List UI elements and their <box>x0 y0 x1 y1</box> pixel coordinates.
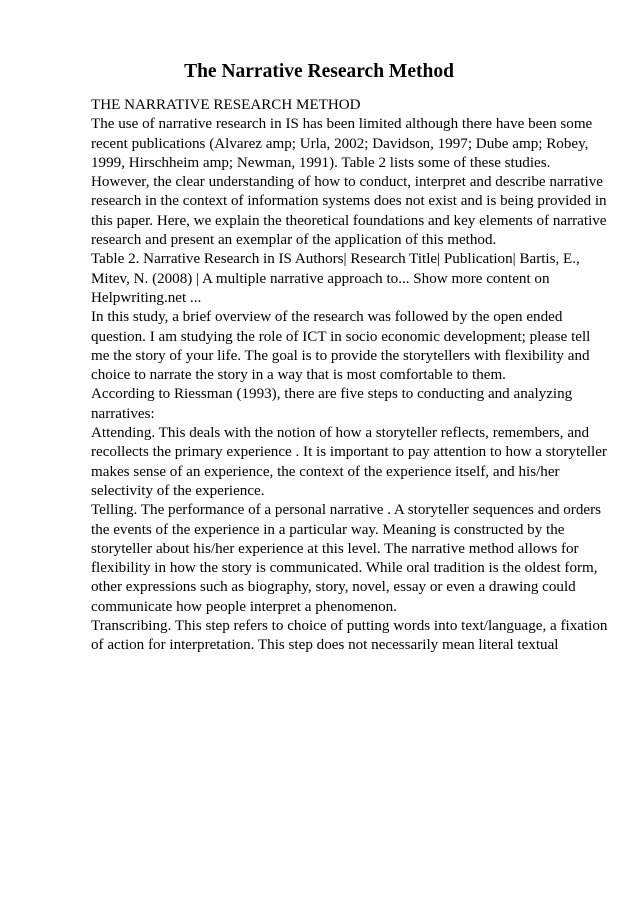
body-line: the events of the experience in a particular way. Meaning is constructed by the <box>91 521 565 538</box>
body-line: recent publications (Alvarez amp; Urla, 2002; Davidson, 1997; Dube amp; Robey, <box>91 135 589 152</box>
body-line: Transcribing. This step refers to choice of putting words into text/language, a fixation <box>91 618 608 635</box>
body-line: question. I am studying the role of ICT in socio economic development; please tell <box>91 328 591 345</box>
body-line: of action for interpretation. This step does not necessarily mean literal textual <box>91 637 559 654</box>
body-line: According to Riessman (1993), there are five steps to conducting and analyzing <box>91 386 573 403</box>
body-line: research in the context of information systems does not exist and is being provided in <box>91 193 607 210</box>
body-line: THE NARRATIVE RESEARCH METHOD <box>91 97 361 113</box>
body-line: communicate how people interpret a phenomenon. <box>91 598 397 615</box>
body-line: Table 2. Narrative Research in IS Authors| Research Title| Publication| Bartis, E., <box>91 251 580 268</box>
body-line: this paper. Here, we explain the theoretical foundations and key elements of narrative <box>91 212 607 229</box>
body-line: choice to narrate the story in a way that is most comfortable to them. <box>91 367 506 384</box>
body-line: selectivity of the experience. <box>91 482 265 499</box>
document-body <box>91 96 608 656</box>
body-line: Telling. The performance of a personal narrative . A storyteller sequences and orders <box>91 502 601 519</box>
body-line: Helpwriting.net ... <box>91 289 202 306</box>
body-line: flexibility in how the story is communicated. While oral tradition is the oldest form, <box>91 560 598 577</box>
body-line: research and present an exemplar of the application of this method. <box>91 232 497 249</box>
body-line: other expressions such as biography, story, novel, essay or even a drawing could <box>91 579 576 596</box>
body-line: Attending. This deals with the notion of how a storyteller reflects, remembers, and <box>91 425 590 442</box>
body-line: However, the clear understanding of how to conduct, interpret and describe narrative <box>91 174 603 191</box>
body-line: makes sense of an experience, the context of the experience itself, and his/her <box>91 463 560 480</box>
body-line: storyteller about his/her experience at this level. The narrative method allows for <box>91 540 579 557</box>
body-line: In this study, a brief overview of the research was followed by the open ended <box>91 309 563 326</box>
document-title: The Narrative Research Method <box>184 61 454 82</box>
body-line: recollects the primary experience . It is important to pay attention to how a storyteller <box>91 444 607 461</box>
body-line: Mitev, N. (2008) | A multiple narrative approach to... Show more content on <box>91 270 550 287</box>
body-line: 1999, Hirschheim amp; Newman, 1991). Table 2 lists some of these studies. <box>91 154 551 171</box>
body-line: narratives: <box>91 405 155 422</box>
body-line: The use of narrative research in IS has been limited although there have been some <box>91 116 593 133</box>
body-line: me the story of your life. The goal is to provide the storytellers with flexibility and <box>91 347 590 364</box>
